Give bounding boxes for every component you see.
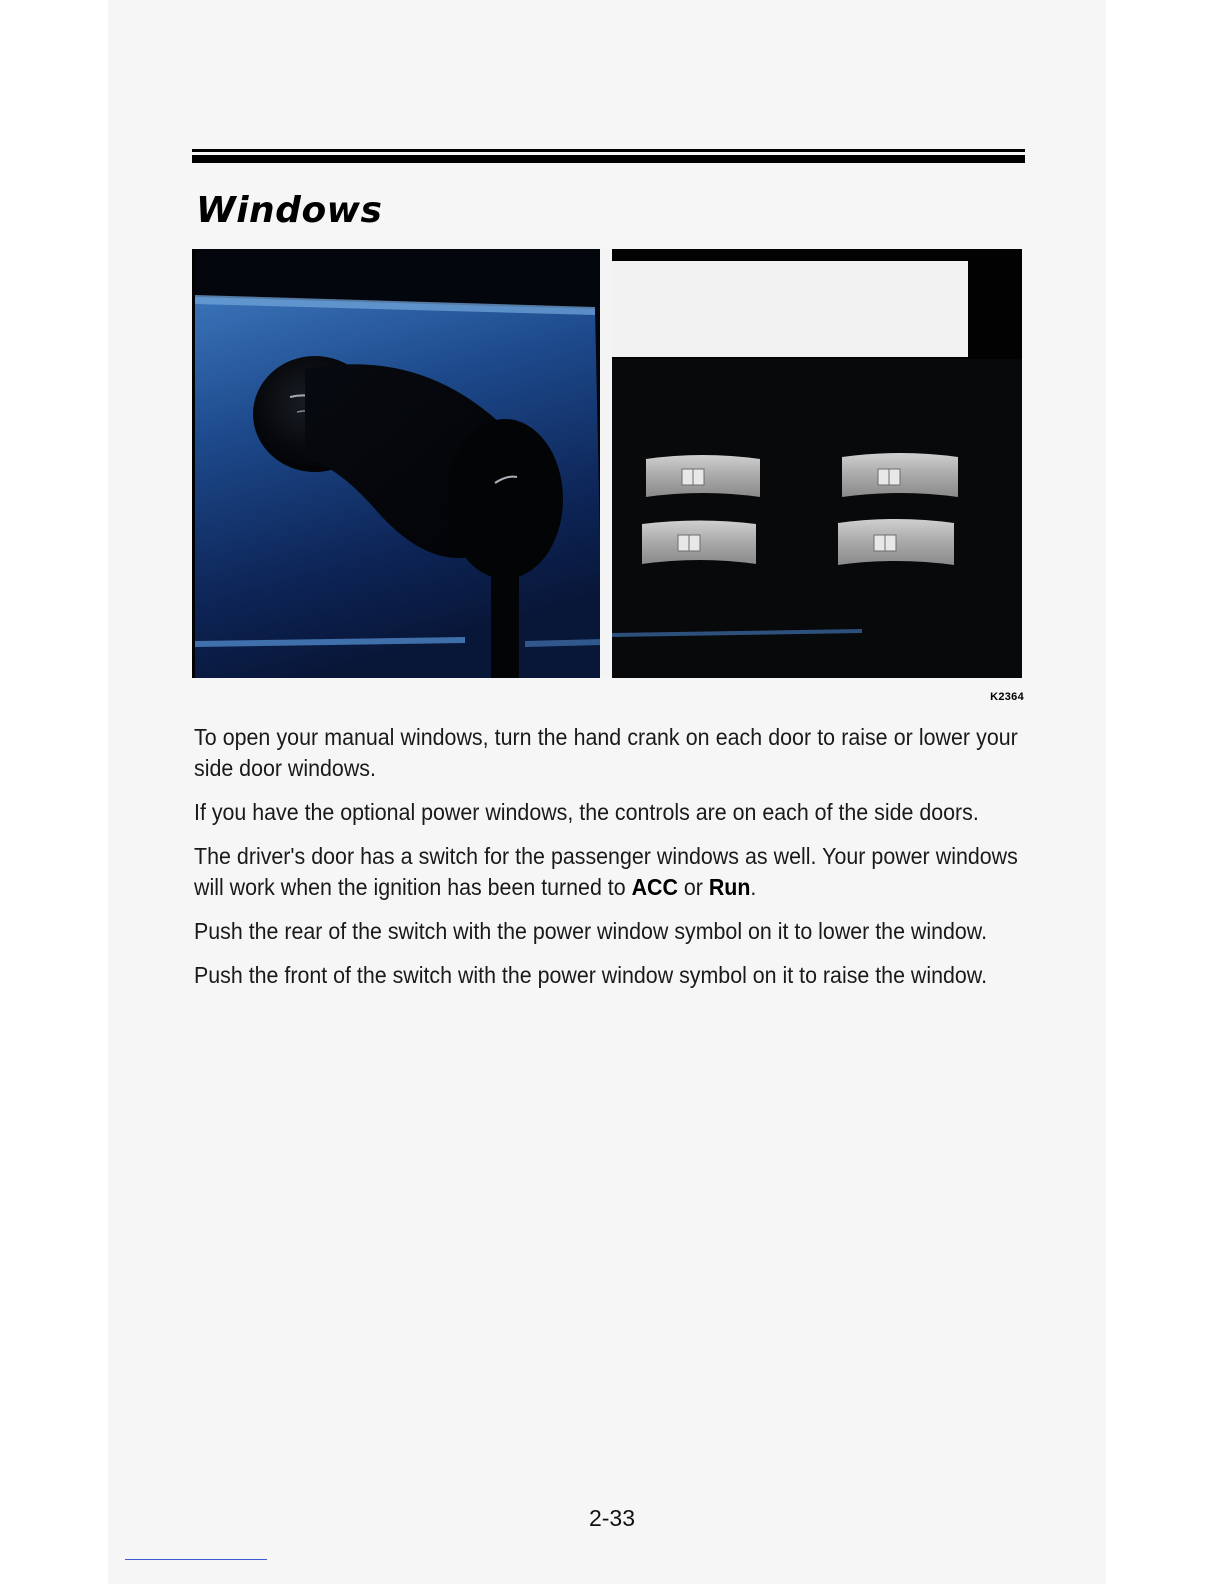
power-window-switches-photo	[612, 249, 1022, 678]
switch-rear-left	[642, 521, 756, 565]
paragraph-lower-window: Push the rear of the switch with the power window symbol on it to lower the window.	[194, 918, 988, 944]
switch-rear-right	[838, 519, 954, 565]
period-text: .	[750, 874, 757, 900]
ignition-text: The driver's door has a switch for the passenger windows as well. Your power windows will work when the ignition has been turned to	[194, 843, 1018, 900]
or-text: or	[677, 874, 709, 900]
paragraph-power-windows: If you have the optional power windows, the controls are on each of the side doors.	[194, 799, 979, 825]
paragraph-raise-window: Push the front of the switch with the power window symbol on it to raise the window.	[194, 962, 988, 988]
header-rule-thick	[192, 155, 1025, 163]
section-title: Windows	[196, 190, 383, 231]
page-number: 2-33	[588, 1505, 636, 1531]
switch-front-left	[646, 455, 760, 497]
paragraph-manual-windows: To open your manual windows, turn the hand crank on each door to raise or lower your side door windows.	[194, 724, 1018, 781]
switch-front-right	[842, 453, 958, 497]
photo-divider	[600, 249, 612, 678]
body-text	[194, 722, 1018, 1004]
run-label: Run	[708, 874, 751, 900]
windows-illustration	[192, 249, 1022, 678]
acc-label: ACC	[631, 874, 678, 900]
header-rule-thin	[192, 149, 1025, 152]
bottom-divider	[125, 1559, 267, 1560]
figure-code: K2364	[990, 691, 1024, 703]
paragraph-ignition	[194, 841, 1018, 903]
